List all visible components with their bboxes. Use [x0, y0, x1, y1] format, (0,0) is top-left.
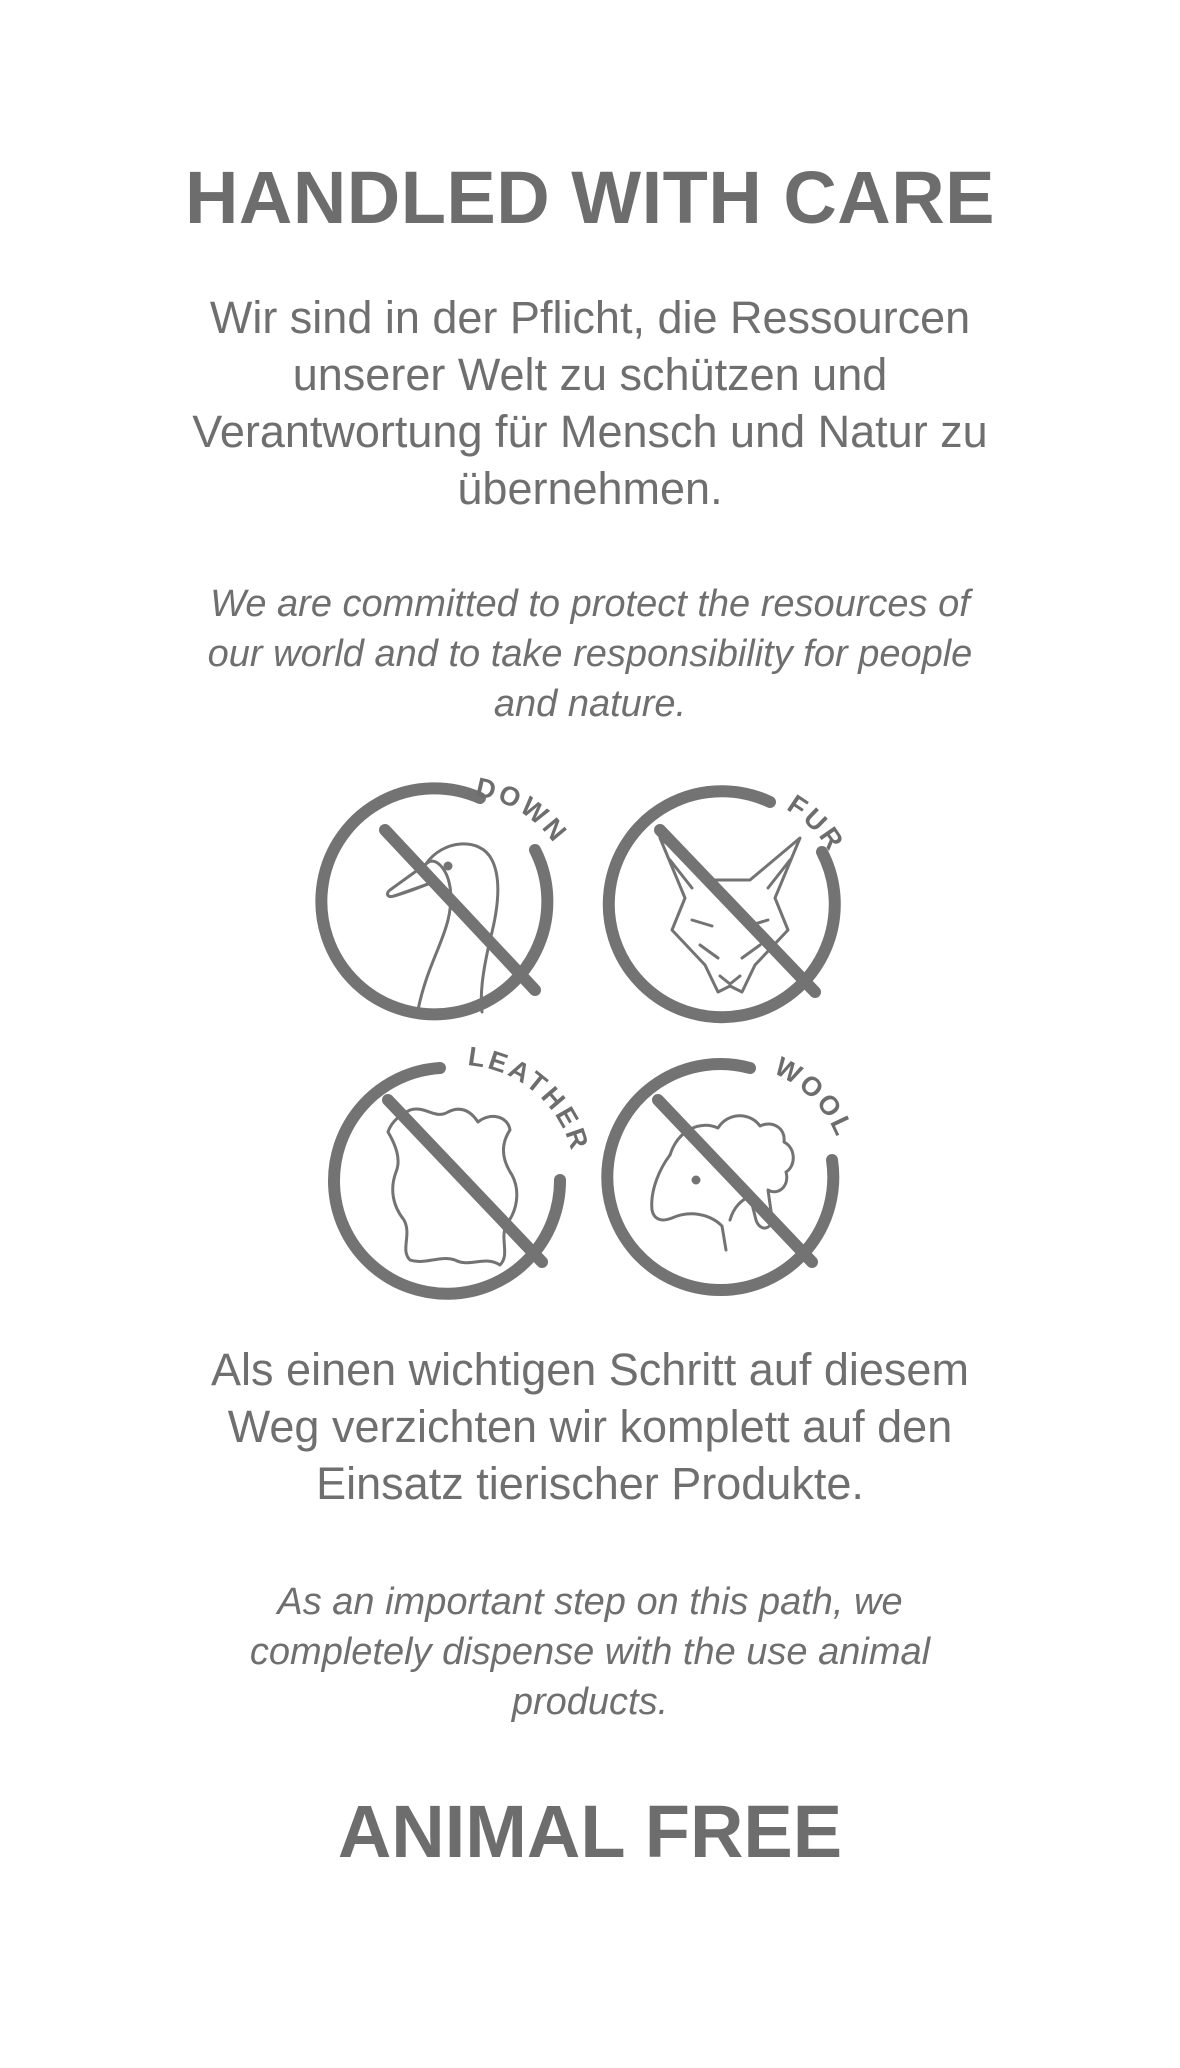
sheep-crossed-icon — [600, 1050, 860, 1310]
intro-text-english: We are committed to protect the resources of our world and to take responsibility for people and nature. — [207, 583, 973, 725]
statement-text-german: Als einen wichtigen Schritt auf diesem Weg verzichten wir komplett auf den Einsatz tierischer Produkte. — [211, 1344, 969, 1509]
no-down-badge — [330, 771, 590, 1040]
statement-text-english: As an important step on this path, we completely dispense with the use animal products. — [249, 1581, 931, 1723]
page-title: HANDLED WITH CARE — [184, 156, 996, 239]
icon-label-leather: LEATHER — [466, 1041, 596, 1156]
prohibited-materials-grid — [330, 771, 870, 1320]
leather-hide-crossed-icon — [330, 1041, 596, 1310]
intro-text-german: Wir sind in der Pflicht, die Ressourcen unserer Welt zu schützen und Verantwortung für Mensch und Natur zu übernehmen. — [192, 292, 988, 514]
no-wool-badge — [600, 1050, 860, 1310]
icon-label-down: DOWN — [473, 771, 575, 849]
icon-label-fur: FUR — [782, 788, 851, 858]
fox-crossed-icon — [600, 780, 860, 1040]
icon-label-wool: WOOL — [769, 1051, 860, 1143]
animal-free-title: ANIMAL FREE — [337, 1790, 843, 1873]
no-fur-badge — [600, 780, 860, 1040]
no-leather-badge — [330, 1041, 596, 1310]
goose-crossed-icon — [330, 771, 590, 1040]
